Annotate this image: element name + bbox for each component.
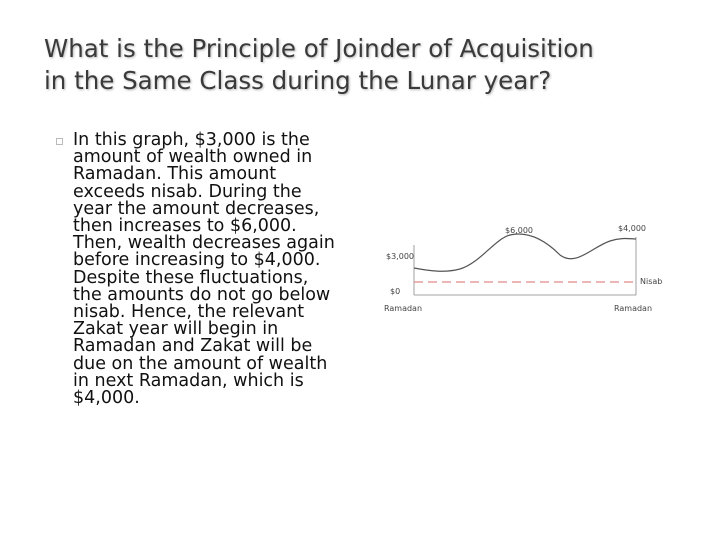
body-line: Despite these fluctuations, xyxy=(73,267,309,288)
slide-title-line-2: in the Same Class during the Lunar year? xyxy=(44,66,552,95)
label-peak: $6,000 xyxy=(505,226,533,235)
slide-title xyxy=(44,33,694,97)
bullet-marker-icon xyxy=(56,138,63,145)
label-start-month: Ramadan xyxy=(384,304,423,313)
label-zero: $0 xyxy=(390,287,401,296)
body-line: Ramadan. This amount xyxy=(73,164,277,185)
body-line: Zakat year will begin in xyxy=(73,319,279,340)
slide-title-line-1: What is the Principle of Joinder of Acquisition xyxy=(44,34,594,63)
body-line: Ramadan and Zakat will be xyxy=(73,336,313,357)
label-end-month: Ramadan xyxy=(614,304,653,313)
body-line: Then, wealth decreases again xyxy=(73,233,335,254)
body-text xyxy=(73,132,353,407)
body-line: the amounts do not go below xyxy=(73,284,331,305)
body-line: in next Ramadan, which is xyxy=(73,370,304,391)
body-line: then increases to $6,000. xyxy=(73,216,297,237)
body-line: In this graph, $3,000 is the xyxy=(73,130,310,150)
wealth-curve xyxy=(414,234,636,271)
body-line: due on the amount of wealth xyxy=(73,353,328,374)
wealth-graph xyxy=(380,215,680,315)
label-nisab: Nisab xyxy=(640,277,663,286)
body-line: year the amount decreases, xyxy=(73,198,320,219)
body-line: exceeds nisab. During the xyxy=(73,181,302,202)
body-line: amount of wealth owned in xyxy=(73,147,313,168)
body-line: $4,000. xyxy=(73,388,140,409)
label-end-value: $4,000 xyxy=(618,224,646,233)
body-line: before increasing to $4,000. xyxy=(73,250,321,271)
body-line: nisab. Hence, the relevant xyxy=(73,302,305,323)
label-start-value: $3,000 xyxy=(386,252,414,261)
